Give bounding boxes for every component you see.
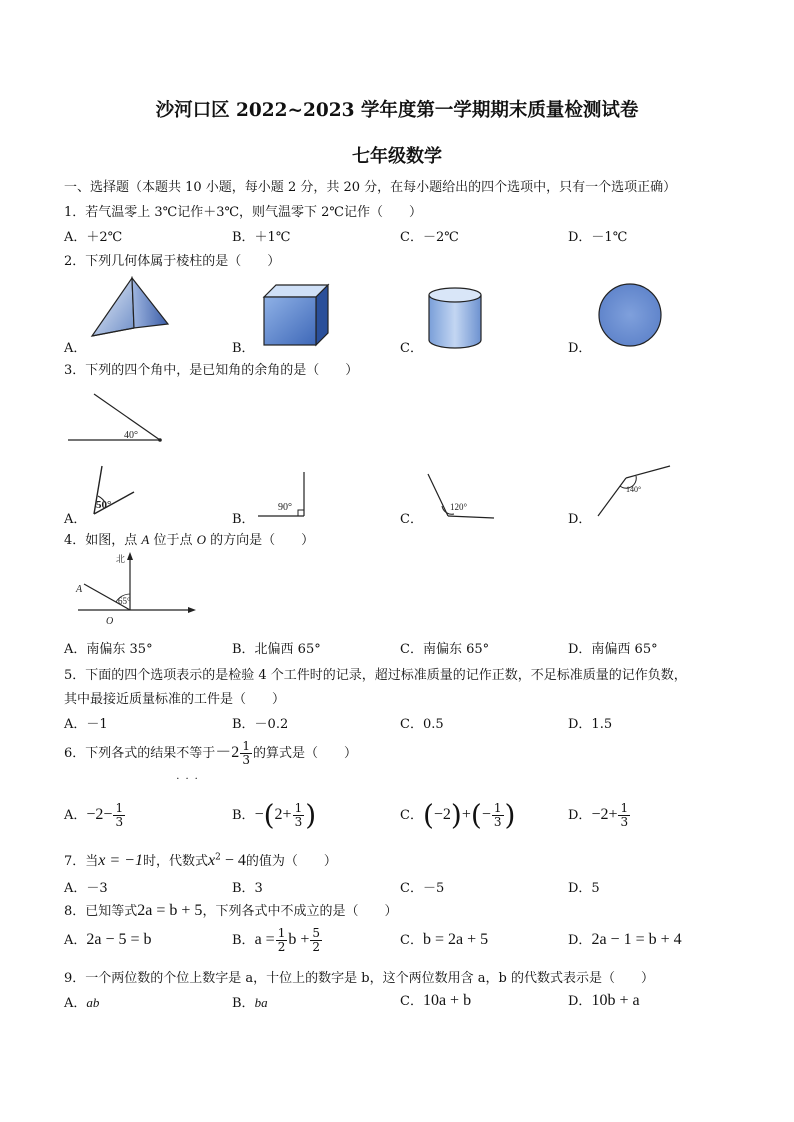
cylinder-figure [426, 286, 484, 350]
question-5-stem-line2: 其中最接近质量标准的工件是（ ） [64, 692, 286, 707]
q7-option-d: D．5 [568, 881, 600, 896]
q2-option-d: D． [568, 341, 592, 356]
angle-140-figure [596, 462, 672, 520]
question-9-stem: 9．一个两位数的个位上数字是 a，十位上的数字是 b，这个两位数用含 a，b 的代数式表示是（ ） [64, 971, 654, 986]
q1-option-c: C．－2℃ [400, 230, 459, 245]
q1-option-b: B．＋1℃ [232, 230, 291, 245]
q6-option-b: B．−(2+ $\frac{1}{3}$ ) [232, 798, 317, 832]
q5-option-b: B．－0.2 [232, 717, 289, 732]
q7-condition: x = −1 [98, 852, 143, 869]
q5-option-c: C．0.5 [400, 717, 444, 732]
q2-option-b: B． [232, 341, 255, 356]
angle-65-label: 65° [118, 596, 131, 606]
q4-stem-pre: 4．如图，点 [64, 533, 142, 548]
q7-option-b: B．3 [232, 881, 263, 896]
q6-stem-pre: 6．下列各式的结果 [64, 746, 177, 761]
q2-option-c: C． [400, 341, 423, 356]
angle-120-figure [424, 470, 496, 522]
q4-option-a: A．南偏东 35° [64, 642, 153, 657]
question-4-stem [64, 529, 314, 548]
q8-option-b: B．a = $\frac{1}{2}$ b + $\frac{5}{2}$ [232, 926, 320, 954]
q1-option-a: A．＋2℃ [64, 230, 123, 245]
q4-point-o: O [196, 532, 207, 547]
point-o-label: O [106, 616, 114, 627]
q6-option-d: D．−2+ $\frac{1}{3}$ [568, 801, 629, 829]
q4-option-c: C．南偏东 65° [400, 642, 490, 657]
q8-option-d: D．2a − 1 = b + 4 [568, 931, 682, 948]
page-subtitle: 七年级数学 [352, 146, 442, 167]
q3-option-b: B． [232, 512, 255, 527]
given-angle-figure [64, 388, 168, 450]
q4-point-a: A [141, 532, 150, 547]
question-6-stem [64, 736, 357, 785]
q6-emphasis: 不等于 ··· [176, 746, 216, 785]
question-2-stem: 2．下列几何体属于棱柱的是（ ） [64, 254, 281, 269]
angle-120-label: 120° [450, 502, 468, 512]
q1-option-d: D．－1℃ [568, 230, 628, 245]
q7-option-a: A．－3 [64, 881, 108, 896]
direction-figure [64, 550, 198, 630]
q8-option-c: C．b = 2a + 5 [400, 931, 489, 948]
angle-50-figure [88, 462, 138, 520]
q9-option-b: B．ba [232, 995, 268, 1011]
q6-stem-post: 的算式是（ ） [252, 746, 357, 761]
angle-90-figure [258, 470, 314, 522]
q2-option-a: A． [64, 341, 87, 356]
question-1-stem: 1．若气温零上 3℃记作＋3℃，则气温零下 2℃记作（ ） [64, 205, 422, 220]
question-7-stem: 7．当x = −1时，代数式$x^2 - 4$的值为（ ） [64, 852, 337, 869]
q3-option-a: A． [64, 512, 87, 527]
q6-mixed-whole: －2 [215, 744, 240, 761]
q9-option-c: C．10a + b [400, 992, 472, 1009]
angle-140-label: 140° [626, 485, 642, 494]
pyramid-figure [88, 276, 172, 346]
given-angle-label: 40° [124, 430, 138, 441]
q4-stem-post: 的方向是（ ） [206, 533, 315, 548]
q7-option-c: C．－5 [400, 881, 445, 896]
cube-figure [262, 283, 330, 347]
q6-option-a: A．−2− $\frac{1}{3}$ [64, 801, 124, 829]
q4-option-d: D．南偏西 65° [568, 642, 658, 657]
q8-option-a: A．2a − 5 = b [64, 931, 152, 948]
q3-option-c: C． [400, 512, 423, 527]
q3-option-d: D． [568, 512, 592, 527]
q5-option-d: D．1.5 [568, 717, 613, 732]
q6-mixed-fraction: $\frac{1}{3}$ [242, 739, 250, 767]
q9-option-d: D．10b + a [568, 992, 640, 1009]
q4-option-b: B．北偏西 65° [232, 642, 321, 657]
sphere-figure [596, 282, 664, 348]
angle-90-label: 90° [278, 502, 292, 513]
point-a-label: A [76, 584, 83, 595]
north-label: 北 [116, 555, 126, 565]
q9-option-a: A．ab [64, 995, 100, 1011]
section-heading: 一、选择题（本题共 10 小题，每小题 2 分，共 20 分，在每小题给出的四个选项中，只有一个选项正确） [64, 180, 677, 195]
question-5-stem-line1: 5．下面的四个选项表示的是检验 4 个工件时的记录，超过标准质量的记作正数，不足标准质量的记作负数， [64, 668, 687, 683]
q8-equation: 2a = b + 5 [137, 902, 203, 919]
q4-stem-mid: 位于点 [149, 533, 197, 548]
q5-option-a: A．－1 [64, 717, 108, 732]
question-8-stem: 8．已知等式2a = b + 5，下列各式中不成立的是（ ） [64, 902, 398, 919]
page-title: 沙河口区 2022~2023 学年度第一学期期末质量检测试卷 [155, 100, 639, 121]
q6-option-c: C．(−2)+(− $\frac{1}{3}$ ) [400, 798, 516, 832]
angle-50-label: 50° [96, 499, 112, 511]
question-3-stem: 3．下列的四个角中，是已知角的余角的是（ ） [64, 363, 359, 378]
